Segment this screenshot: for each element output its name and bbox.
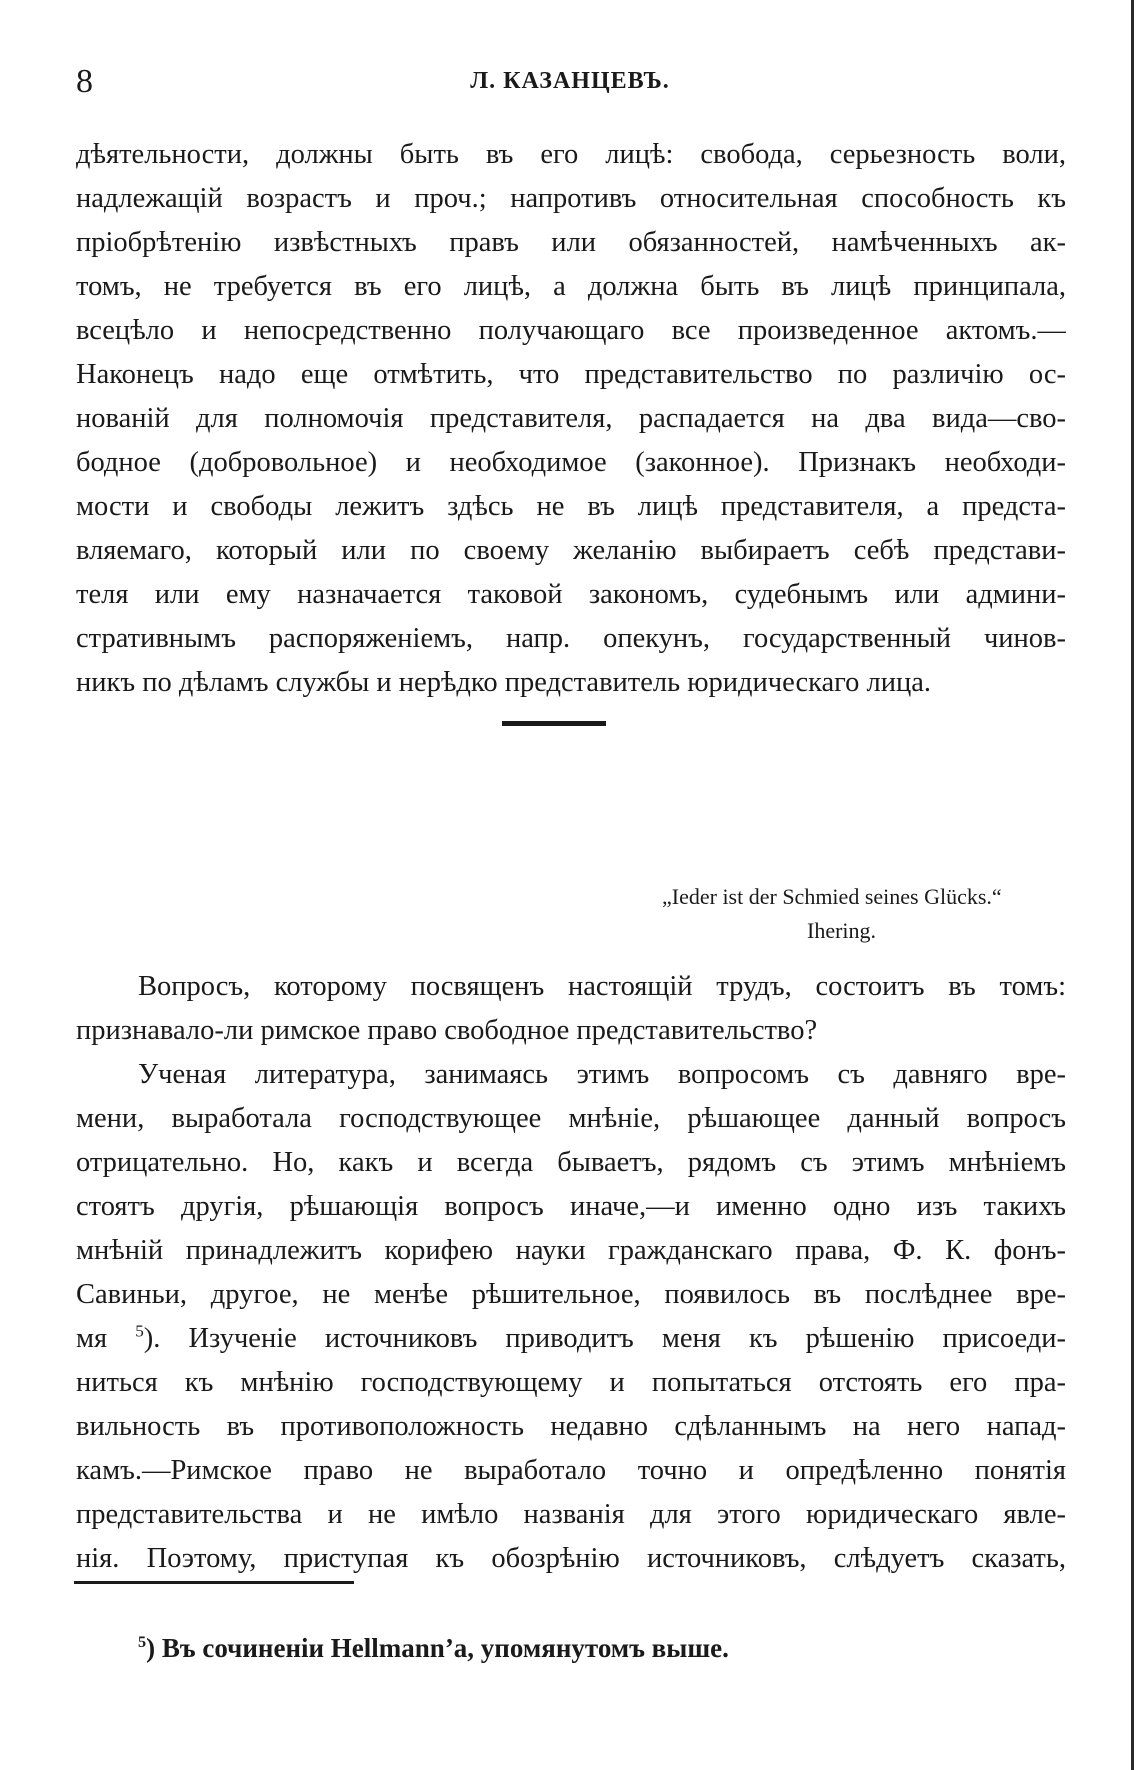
text-line: камъ.—Римское право не выработало точно и опредѣленно понятія bbox=[76, 1455, 1066, 1486]
epigraph bbox=[662, 880, 1062, 948]
text-line: нія. Поэтому, приступая къ обозрѣнію источниковъ, слѣдуетъ сказать, bbox=[76, 1543, 1066, 1574]
page-edge-shadow bbox=[1131, 0, 1134, 1770]
line-start: мя bbox=[76, 1323, 108, 1354]
text-line-with-footnote bbox=[76, 1317, 1066, 1361]
text-line: Ученая литература, занимаясь этимъ вопросомъ съ давняго вре- bbox=[138, 1059, 1066, 1090]
text-line: мости и свободы лежитъ здѣсь не въ лицѣ представителя, а предста- bbox=[76, 491, 1066, 522]
text-line: никъ по дѣламъ службы и нерѣдко представитель юридическаго лица. bbox=[76, 667, 932, 698]
text-line: стративнымъ распоряженіемъ, напр. опекунъ, государственный чинов- bbox=[76, 623, 1066, 654]
text-line: мени, выработала господствующее мнѣніе, рѣшающее данный вопросъ bbox=[76, 1103, 1066, 1134]
footnote-text: ) Въ сочиненіи Hellmann’a, упомянутомъ выше. bbox=[146, 1633, 729, 1663]
text-line: дѣятельности, должны быть въ его лицѣ: свобода, серьезность воли, bbox=[76, 139, 1066, 170]
main-text bbox=[76, 965, 1066, 1581]
text-line: ниться къ мнѣнію господствующему и попытаться отстоять его пра- bbox=[76, 1367, 1066, 1398]
text-line: вильность въ противоположность недавно сдѣланнымъ на него напад- bbox=[76, 1411, 1066, 1442]
text-line: Вопросъ, которому посвященъ настоящій трудъ, состоитъ въ томъ: bbox=[138, 971, 1066, 1002]
section-divider bbox=[502, 721, 606, 726]
footnote-divider bbox=[74, 1581, 354, 1584]
text-line: признавало-ли римское право свободное представительство? bbox=[76, 1015, 818, 1046]
text-line: отрицательно. Но, какъ и всегда бываетъ, рядомъ съ этимъ мнѣніемъ bbox=[76, 1147, 1066, 1178]
text-line: томъ, не требуется въ его лицѣ, а должна быть въ лицѣ принципала, bbox=[76, 271, 1066, 302]
text-line: Наконецъ надо еще отмѣтить, что представительство по различію ос- bbox=[76, 359, 1066, 390]
running-title: Л. КАЗАНЦЕВЪ. bbox=[470, 68, 670, 94]
text-line: вляемаго, который или по своему желанію выбираетъ себѣ представи- bbox=[76, 535, 1066, 566]
text-line: пріобрѣтенію извѣстныхъ правъ или обязанностей, намѣченныхъ ак- bbox=[76, 227, 1066, 258]
text-line: представительства и не имѣло названія для этого юридическаго явле- bbox=[76, 1499, 1066, 1530]
line-rest: ). Изученіе источниковъ приводитъ меня къ рѣшенію присоеди- bbox=[143, 1323, 1066, 1354]
text-line: мнѣній принадлежитъ корифею науки гражданскаго права, Ф. К. фонъ- bbox=[76, 1235, 1066, 1266]
epigraph-author: Ihering. bbox=[807, 918, 877, 943]
footnote-mark: 5 bbox=[138, 1633, 147, 1651]
text-line: нованій для полномочія представителя, распадается на два вида—сво- bbox=[76, 403, 1066, 434]
epigraph-quote: „Ieder ist der Schmied seines Glücks.“ bbox=[662, 884, 1002, 909]
paragraph-continued bbox=[76, 133, 1066, 705]
footnote bbox=[138, 1628, 729, 1668]
text-line: всецѣло и непосредственно получающаго все произведенное актомъ.— bbox=[76, 315, 1066, 346]
page-number: 8 bbox=[76, 63, 93, 100]
text-line: бодное (добровольное) и необходимое (законное). Признакъ необходи- bbox=[76, 447, 1066, 478]
text-line: надлежащій возрастъ и проч.; напротивъ относительная способность къ bbox=[76, 183, 1066, 214]
text-line: стоятъ другія, рѣшающія вопросъ иначе,—и именно одно изъ такихъ bbox=[76, 1191, 1066, 1222]
text-line: Савиньи, другое, не менѣе рѣшительное, появилось въ послѣднее вре- bbox=[76, 1279, 1066, 1310]
footnote-reference[interactable]: 5 bbox=[135, 1321, 144, 1341]
text-line: теля или ему назначается таковой закономъ, судебнымъ или админи- bbox=[76, 579, 1066, 610]
